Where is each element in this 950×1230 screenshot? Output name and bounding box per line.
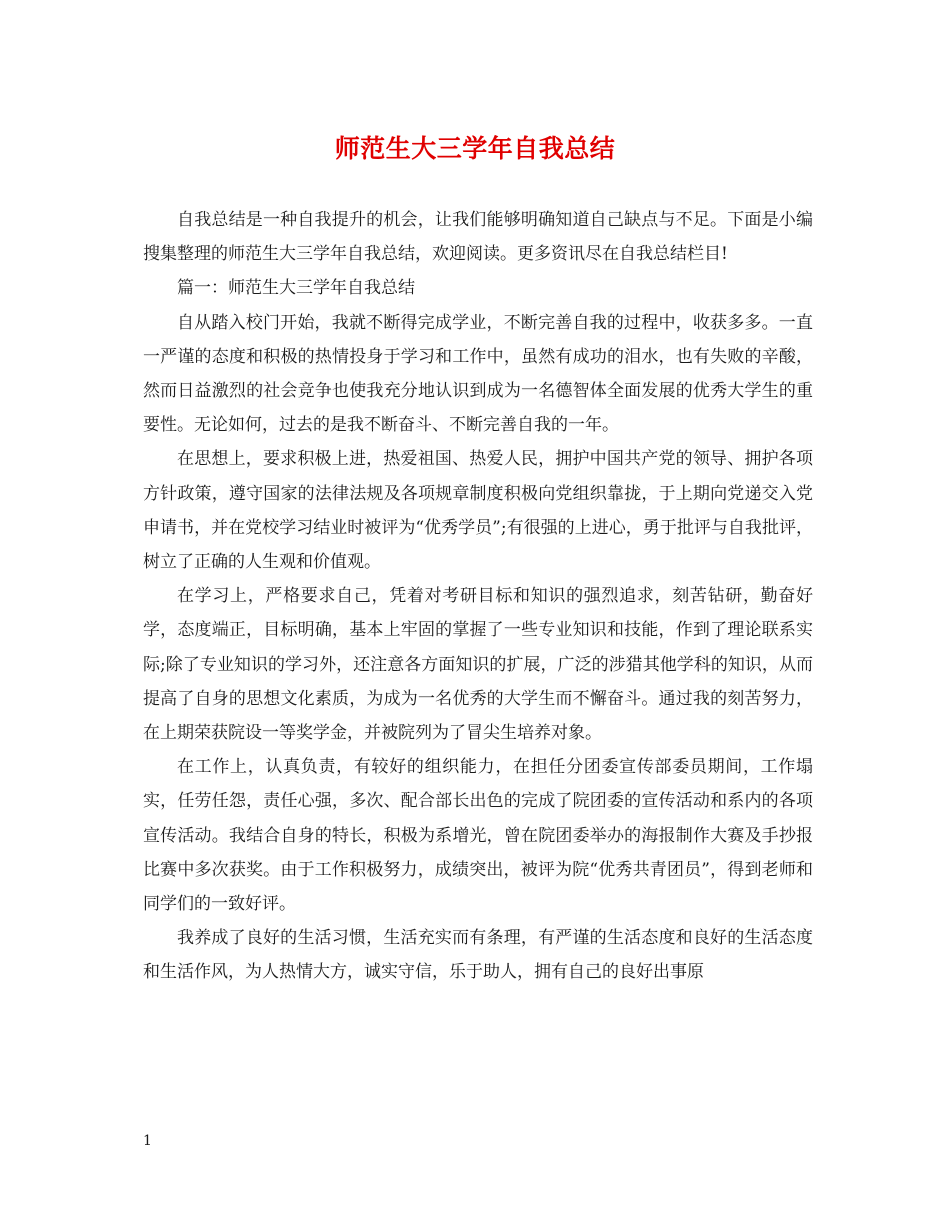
paragraph-opening: 自从踏入校门开始，我就不断得完成学业，不断完善自我的过程中，收获多多。一直一严谨的态度和积极的热情投身于学习和工作中，虽然有成功的泪水，也有失败的辛酸，然而日益激烈的社会竞争也使我充分地认识到成为一名德智体全面发展的优秀大学生的重要性。无论如何，过去的是我不断奋斗、不断完善自我的一年。 — [143, 312, 813, 436]
paragraph-work: 在工作上，认真负责，有较好的组织能力，在担任分团委宣传部委员期间，工作塌实，任劳任怨，责任心强，多次、配合部长出色的完成了院团委的宣传活动和系内的各项宣传活动。我结合自身的特长，积极为系增光，曾在院团委举办的海报制作大赛及手抄报比赛中多次获奖。由于工作积极努力，成绩突出，被评为院“优秀共青团员”，得到老师和同学们的一致好评。 — [143, 757, 813, 915]
paragraph-study: 在学习上，严格要求自己，凭着对考研目标和知识的强烈追求，刻苦钻研，勤奋好学，态度端正，目标明确，基本上牢固的掌握了一些专业知识和技能，作到了理论联系实际;除了专业知识的学习外，还注意各方面知识的扩展，广泛的涉猎其他学科的知识，从而提高了自身的思想文化素质，为成为一名优秀的大学生而不懈奋斗。通过我的刻苦努力，在上期荣获院设一等奖学金，并被院列为了冒尖生培养对象。 — [143, 586, 813, 744]
paragraph-ideology: 在思想上，要求积极上进，热爱祖国、热爱人民，拥护中国共产党的领导、拥护各项方针政策，遵守国家的法律法规及各项规章制度积极向党组织靠拢，于上期向党递交入党申请书，并在党校学习结业时被评为“优秀学员”;有很强的上进心，勇于批评与自我批评，树立了正确的人生观和价值观。 — [143, 449, 813, 573]
document-body — [143, 203, 813, 990]
paragraph-intro: 自我总结是一种自我提升的机会，让我们能够明确知道自己缺点与不足。下面是小编搜集整理的师范生大三学年自我总结，欢迎阅读。更多资讯尽在自我总结栏目! — [143, 210, 813, 265]
paragraph-section-heading: 篇一：师范生大三学年自我总结 — [177, 278, 415, 299]
page-number: 1 — [143, 1133, 152, 1149]
document-title: 师范生大三学年自我总结 — [334, 134, 616, 163]
paragraph-life: 我养成了良好的生活习惯，生活充实而有条理，有严谨的生活态度和良好的生活态度和生活作风，为人热情大方，诚实守信，乐于助人，拥有自己的良好出事原 — [143, 928, 813, 983]
